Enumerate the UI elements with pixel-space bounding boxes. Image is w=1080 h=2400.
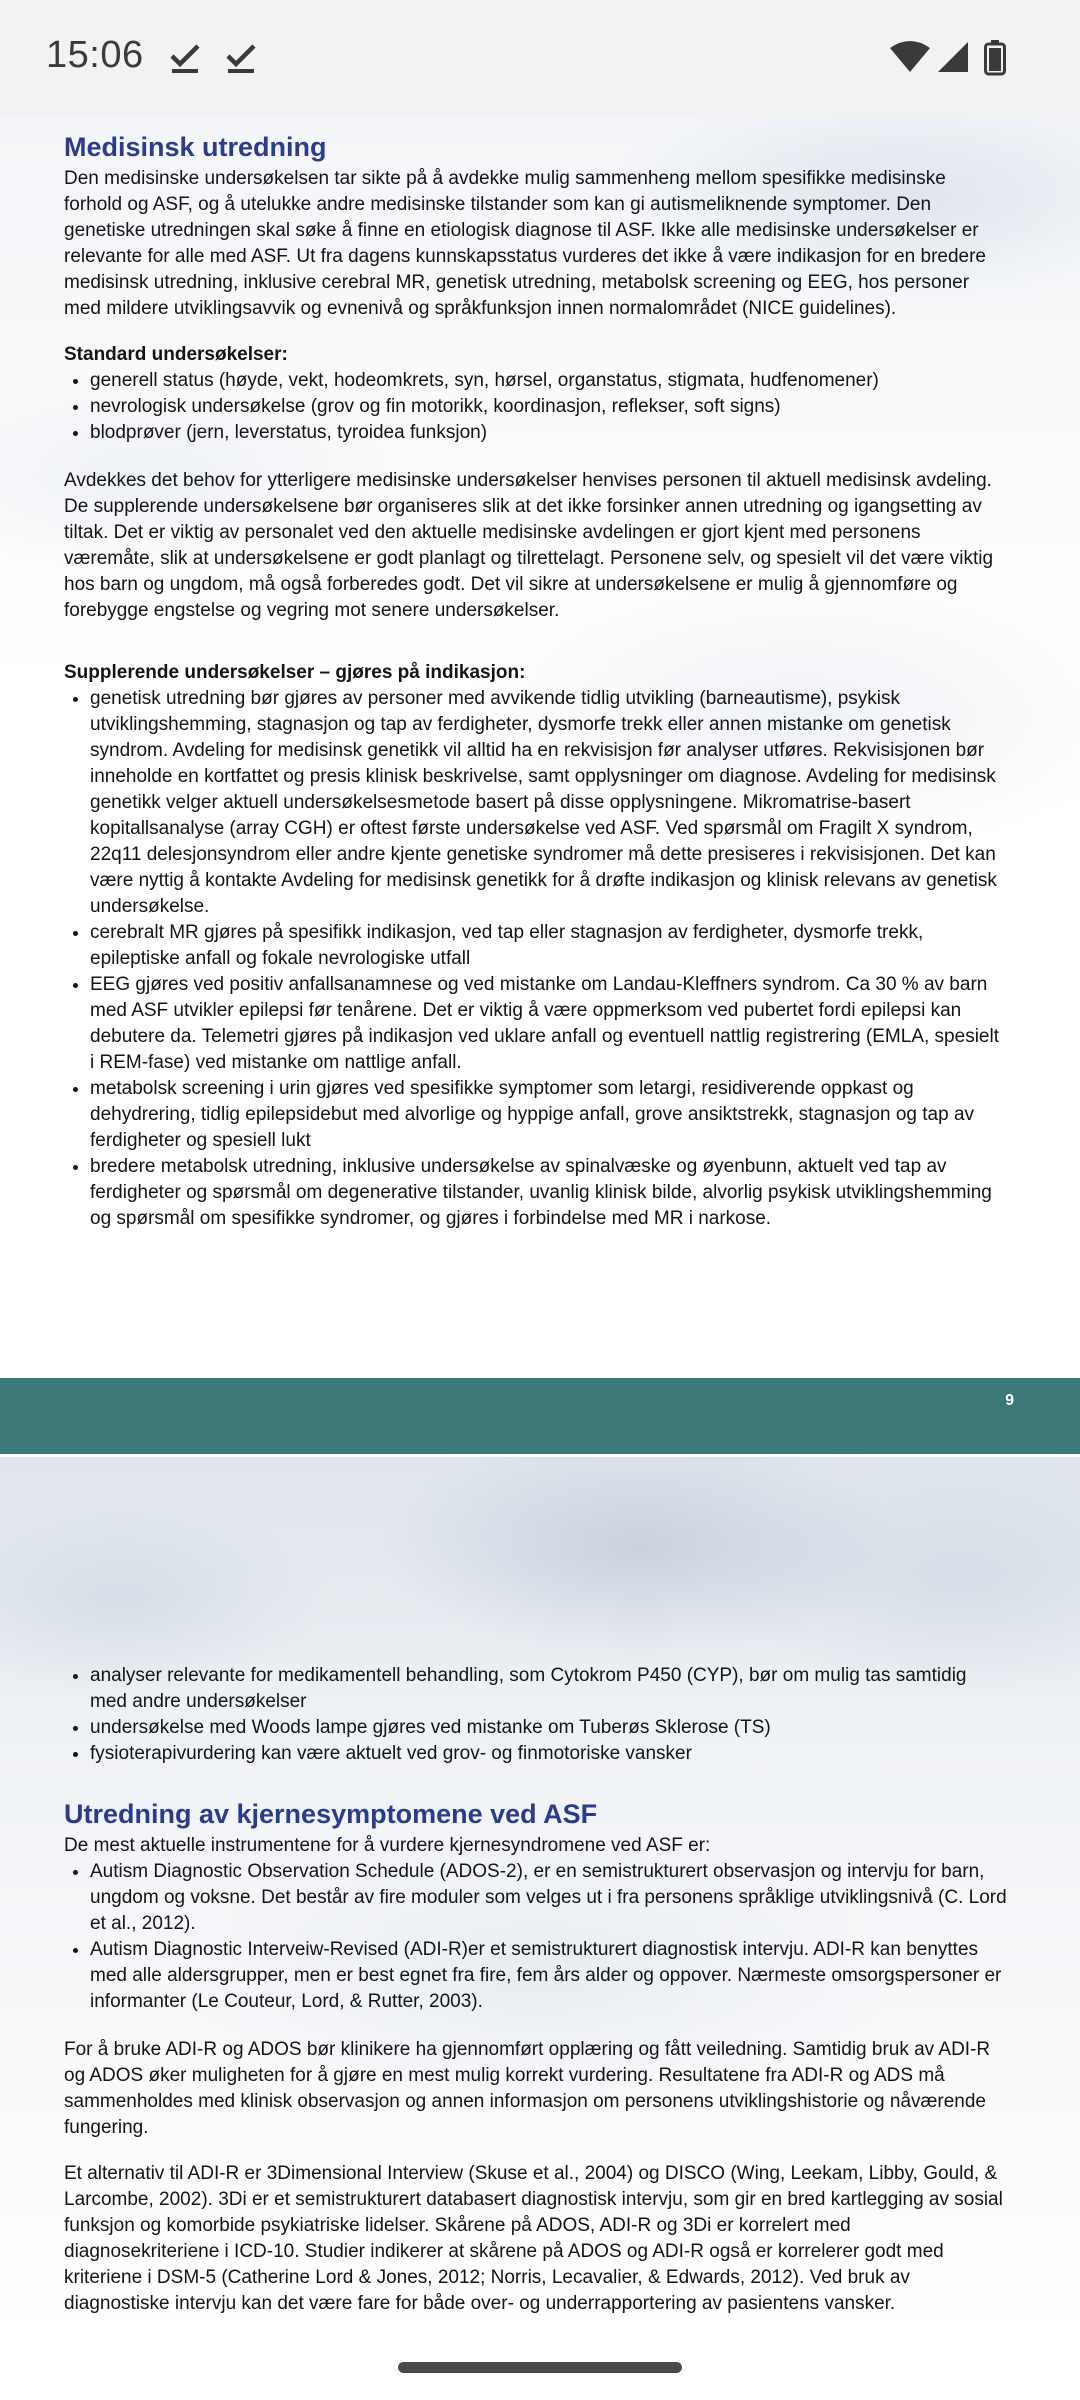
section-heading: Utredning av kjernesymptomene ved ASF	[64, 1799, 598, 1829]
section-heading: Medisinsk utredning	[64, 132, 327, 162]
check-icon	[224, 40, 258, 74]
page-footer-band	[0, 1378, 1080, 1454]
followup-paragraph: Avdekkes det behov for ytterligere medisinske undersøkelser henvises personen til aktuell medisinsk avdeling. De supplerende undersøkelsene bør organiseres slik at det ikke forsinker annen utredning og igangsetting av tiltak. Det er viktig av personalet ved den aktuelle medisinske avdelingen er gjort kjent med personens væremåte, slik at undersøkelsene er godt planlagt og tilrettelagt. Personene selv, og spesielt vil det være viktig hos barn og ungdom, må også forberedes godt. Det vil sikre at undersøkelsene er mulig å gjennomføre og forebygge engstelse og vegring mot senere undersøkelser.	[64, 470, 994, 621]
supplementary-list	[64, 686, 1008, 1232]
intro-paragraph: Den medisinske undersøkelsen tar sikte på å avdekke mulig sammenheng mellom spesifikke medisinske forhold og ASF, og å utelukke andre medisinske tilstander som kan gi autismeliknende symptomer. Den genetiske utredningen skal søke å finne en etiologisk diagnose til ASF. Ikke alle medisinske undersøkelser er relevante for alle med ASF. Ut fra dagens kunnskapsstatus vurderes det ikke å være indikasjon for en bredere medisinsk utredning, inklusive cerebral MR, genetisk utredning, metabolsk screening og EEG, hos personer med mildere utviklingsavvik og evnenivå og språkfunksjon innen normalområdet (NICE guidelines).	[64, 168, 986, 319]
signal-icon	[936, 40, 970, 74]
subheading-supplementary: Supplerende undersøkelser – gjøres på indikasjon:	[64, 662, 526, 683]
document-page	[0, 1457, 1080, 2337]
instruments-list	[64, 1859, 1008, 2015]
home-gesture-handle[interactable]	[398, 2362, 682, 2373]
list-item: • Autism Diagnostic Interveiw-Revised (ADI-R)er et semistrukturert diagnostisk intervju. ADI-R kan benyttes med alle aldersgrupper, men er best egnet fra fire, fem års alder og oppover. Nærmeste omsorgspersoner er informanter (Le Couteur, Lord, & Rutter, 2003).	[90, 1937, 1008, 2015]
wifi-icon	[890, 40, 930, 74]
continued-list	[64, 1663, 1008, 1767]
list-item: • Autism Diagnostic Observation Schedule (ADOS-2), er en semistrukturert observasjon og intervju for barn, ungdom og voksne. Det består av fire moduler som velges ut i fra personens språklige utviklingsnivå (C. Lord et al., 2012).	[90, 1859, 1008, 1937]
subheading-standard: Standard undersøkelser:	[64, 344, 288, 365]
list-item: • metabolsk screening i urin gjøres ved spesifikke symptomer som letargi, residiverende oppkast og dehydrering, tidlig epilepsidebut med alvorlige og hyppige anfall, grove ansiktstrekk, stagnasjon og tap av ferdigheter og spesiell lukt	[90, 1076, 1008, 1154]
check-icon	[168, 40, 202, 74]
page-number: 9	[1005, 1392, 1014, 1409]
page-content	[64, 1663, 1008, 2337]
status-time: 15:06	[46, 34, 144, 76]
instruments-intro: De mest aktuelle instrumentene for å vurdere kjernesyndromene ved ASF er:	[64, 1835, 711, 1856]
battery-icon	[984, 40, 1006, 76]
list-item: • generell status (høyde, vekt, hodeomkrets, syn, hørsel, organstatus, stigmata, hudfenomener)	[90, 368, 1008, 394]
list-item: • fysioterapivurdering kan være aktuelt ved grov- og finmotoriske vansker	[90, 1741, 1008, 1767]
list-item: • analyser relevante for medikamentell behandling, som Cytokrom P450 (CYP), bør om mulig tas samtidig med andre undersøkelser	[90, 1663, 1008, 1715]
list-item: • undersøkelse med Woods lampe gjøres ved mistanke om Tuberøs Sklerose (TS)	[90, 1715, 1008, 1741]
document-page	[0, 118, 1080, 1378]
list-item: • bredere metabolsk utredning, inklusive undersøkelse av spinalvæske og øyenbunn, aktuelt ved tap av ferdigheter og spørsmål om degenerative tilstander, uvanlig klinisk bilde, alvorlig psykisk utviklingshemming og spørsmål om spesifikke syndromer, og gjøres i forbindelse med MR i narkose.	[90, 1154, 1008, 1232]
list-item: • nevrologisk undersøkelse (grov og fin motorikk, koordinasjon, reflekser, soft signs)	[90, 394, 1008, 420]
list-item: • cerebralt MR gjøres på spesifikk indikasjon, ved tap eller stagnasjon av ferdigheter, dysmorfe trekk, epileptiske anfall og fokale nevrologiske utfall	[90, 920, 1008, 972]
status-bar	[0, 0, 1080, 118]
page-content	[64, 130, 1008, 1254]
list-item: • EEG gjøres ved positiv anfallsanamnese og ved mistanke om Landau-Kleffners syndrom. Ca 30 % av barn med ASF utvikler epilepsi før tenårene. Det er viktig å være oppmerksom ved pubertet fordi epilepsi kan debutere da. Telemetri gjøres på indikasjon ved uklare anfall og eventuell nattlig registrering (EMLA, spesielt i REM-fase) ved mistanke om nattlige anfall.	[90, 972, 1008, 1076]
paragraph: For å bruke ADI-R og ADOS bør klinikere ha gjennomført opplæring og fått veiledning. Samtidig bruk av ADI-R og ADOS øker muligheten for å gjøre en mest mulig korrekt vurdering. Resultatene fra ADI-R og ADS må sammenholdes med klinisk observasjon og annen informasjon om personens utviklingshistorie og nåværende fungering.	[64, 2039, 991, 2138]
paragraph: Et alternativ til ADI-R er 3Dimensional Interview (Skuse et al., 2004) og DISCO (Wing, Leekam, Libby, Gould, & Larcombe, 2002). 3Di er et semistrukturert databasert diagnostisk intervju, som gir en bred kartlegging av sosial funksjon og komorbide psykiatriske lidelser. Skårene på ADOS, ADI-R og 3Di er korrelert med diagnosekriteriene i ICD-10. Studier indikerer at skårene på ADOS og ADI-R også er korrelerer godt med kriteriene i DSM-5 (Catherine Lord & Jones, 2012; Norris, Lecavalier, & Edwards, 2012). Ved bruk av diagnostiske intervju kan det være fare for både over- og underrapportering av pasientens vansker.	[64, 2163, 1003, 2314]
list-item: • blodprøver (jern, leverstatus, tyroidea funksjon)	[90, 420, 1008, 446]
navigation-bar	[0, 2337, 1080, 2400]
list-item: • genetisk utredning bør gjøres av personer med avvikende tidlig utvikling (barneautisme), psykisk utviklingshemming, stagnasjon og tap av ferdigheter, dysmorfe trekk eller annen mistanke om genetisk syndrom. Avdeling for medisinsk genetikk vil alltid ha en rekvisisjon før analyser utføres. Rekvisisjonen bør inneholde en kortfattet og presis klinisk beskrivelse, samt opplysninger om diagnose. Avdeling for medisinsk genetikk velger aktuell undersøkelsesmetode basert på disse opplysningene. Mikromatrise-basert kopitallsanalyse (array CGH) er oftest første undersøkelse ved ASF. Ved spørsmål om Fragilt X syndrom, 22q11 delesjonsyndrom eller andre kjente genetiske syndromer må dette presiseres i rekvisisjonen. Det kan være nyttig å kontakte Avdeling for medisinsk genetikk for å drøfte indikasjon og klinisk relevans av genetisk undersøkelse.	[90, 686, 1008, 920]
standard-list	[64, 368, 1008, 446]
